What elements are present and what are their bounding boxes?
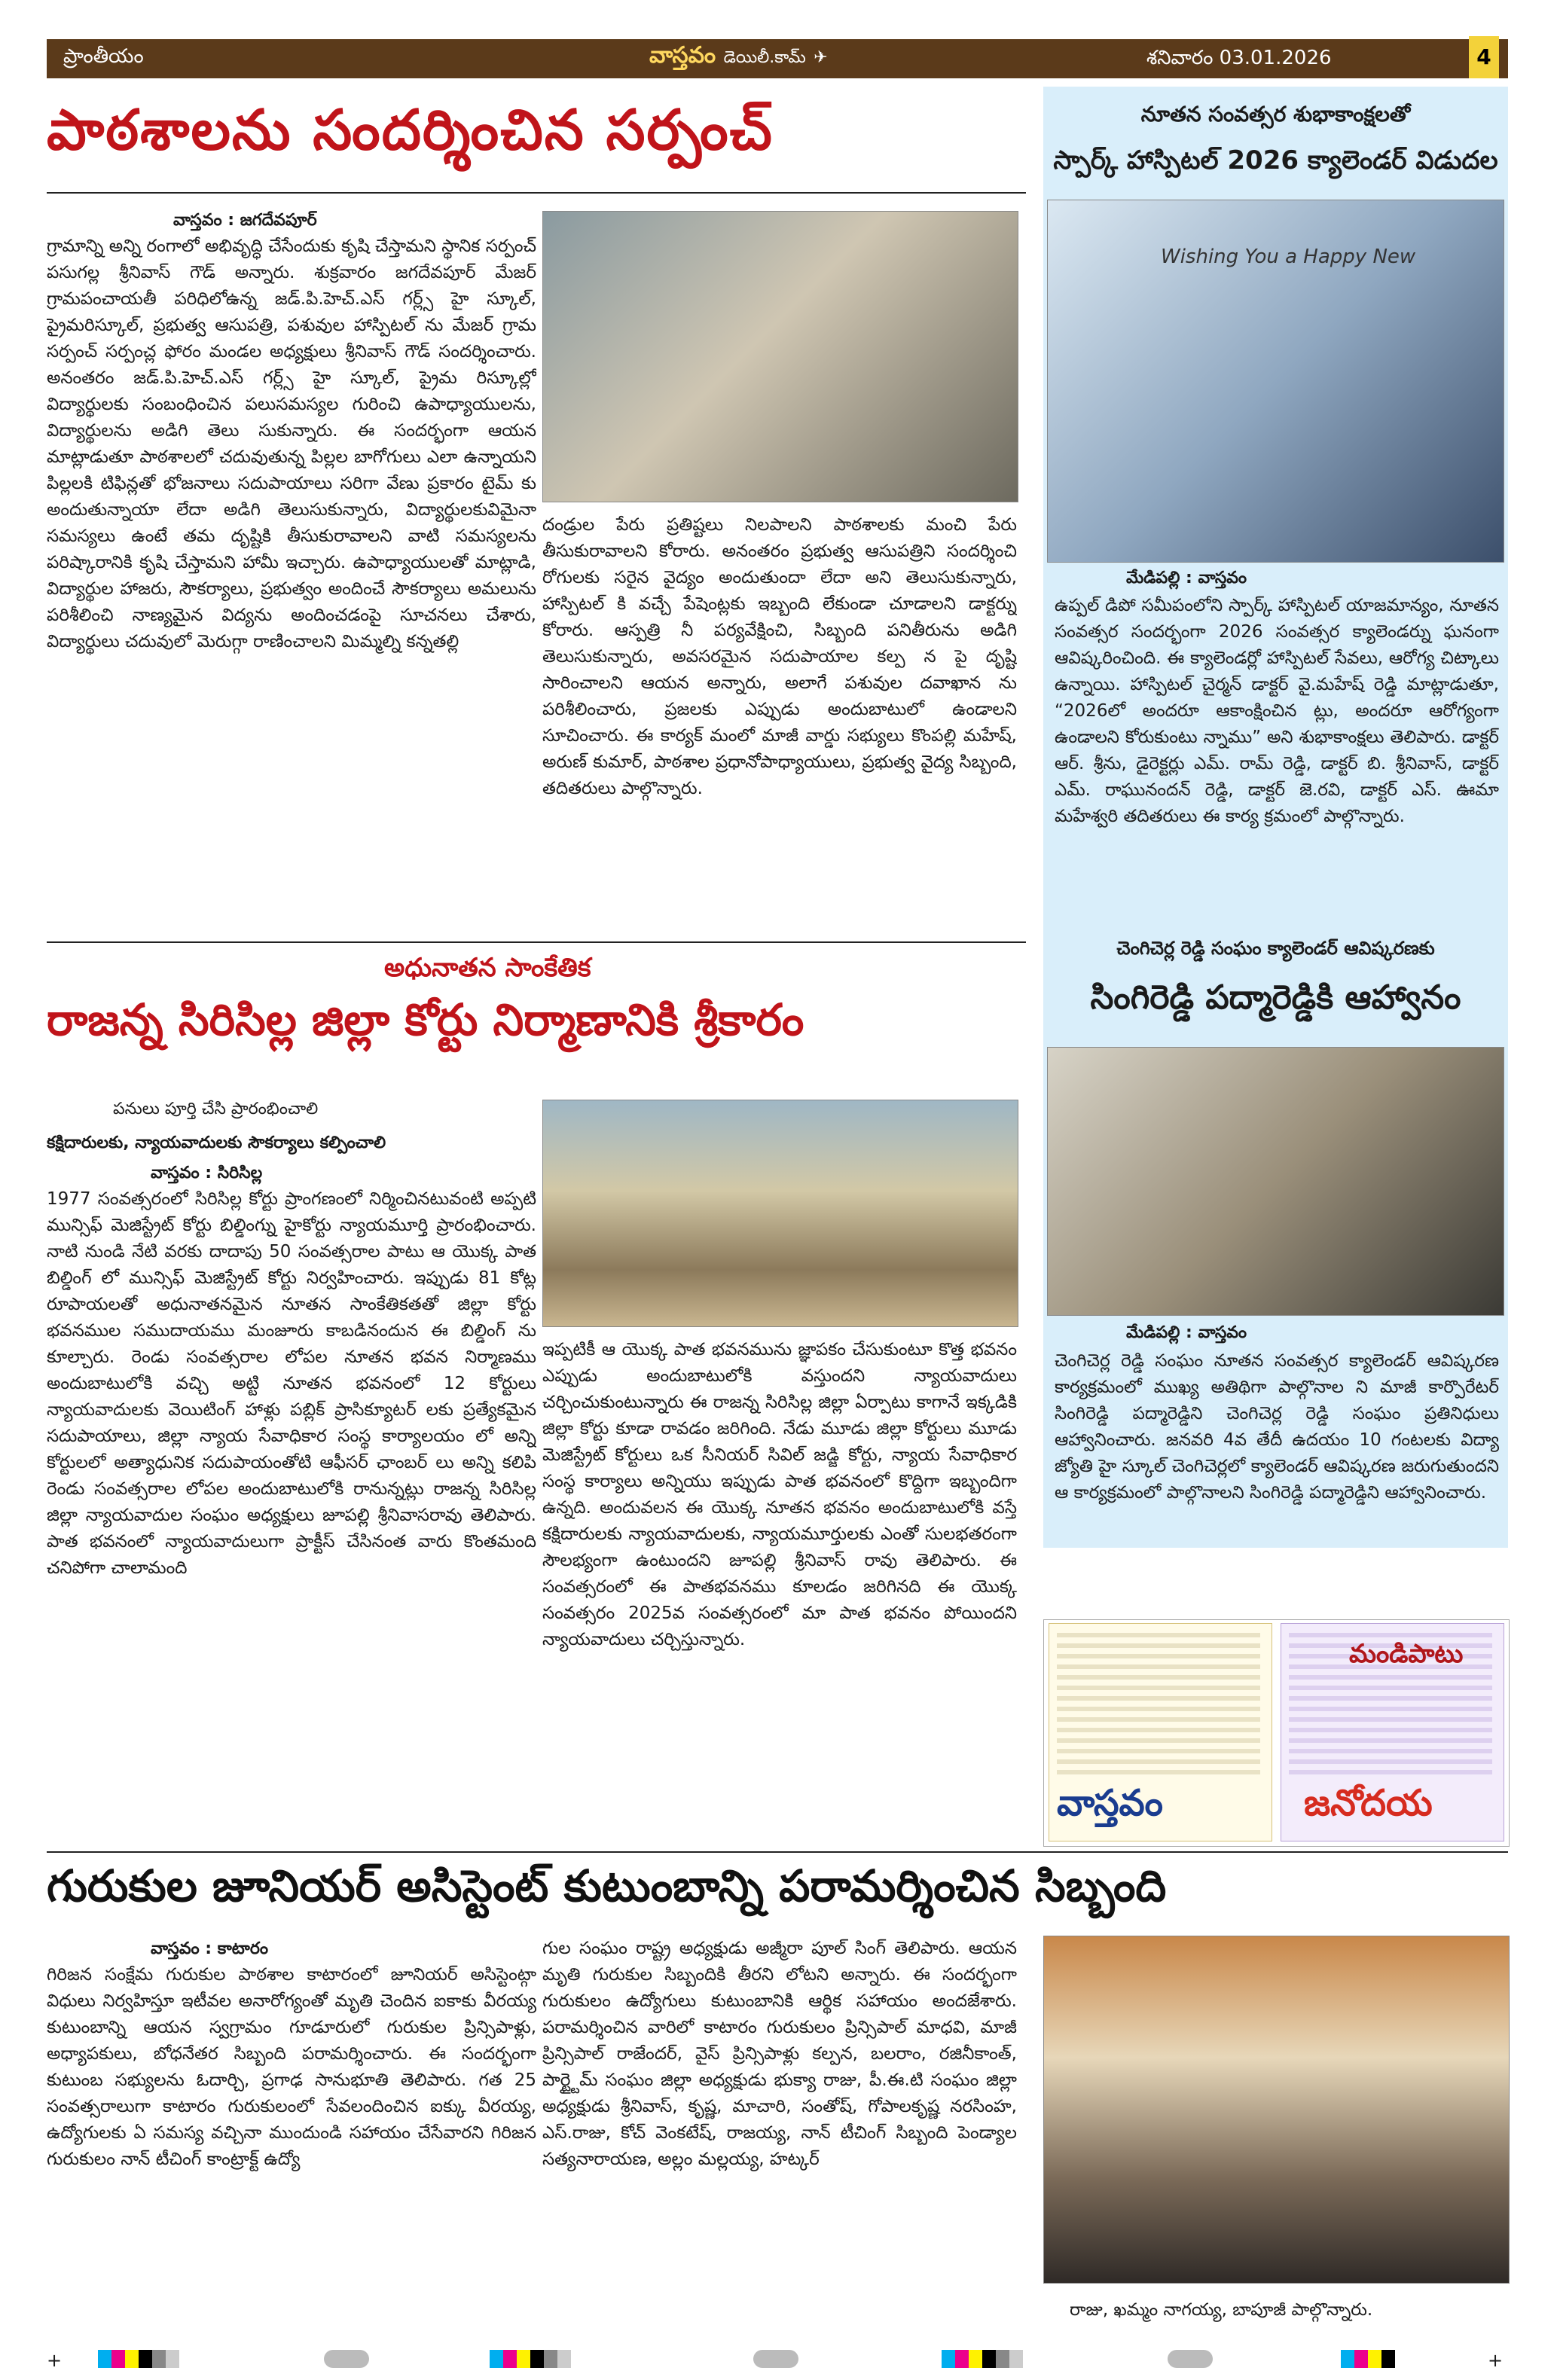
page-header [47,39,1508,78]
color-bar [942,2350,1023,2368]
registration-mark: + [1488,2350,1504,2371]
registration-mark [1168,2350,1213,2368]
janodaya-ad-brand: జనోదయ [1304,1782,1433,1824]
side2-headline: సింగిరెడ్డి పద్మారెడ్డికి ఆహ్వానం [1090,978,1461,1017]
registration-mark: + [47,2350,63,2371]
story1-headline: పాఠశాలను సందర్శించిన సర్పంచ్ [47,98,774,163]
janodaya-ad-kicker: మండిపాటు [1349,1639,1464,1669]
side2-body: చెంగిచెర్ల రెడ్డి సంఘం నూతన సంవత్సర క్యాలెండర్ ఆవిష్కరణ కార్యక్రమంలో ముఖ్య అతిథిగా పాల్గొనాల ని మాజీ కార్పొరేటర్ సింగిరెడ్డి పద్మారెడ్డిని చెంగిచెర్ల రెడ్డి సంఘం ప్రతినిధులు ఆహ్వానించారు. జనవరి 4వ తేదీ ఉదయం 10 గంటలకు విద్యా జ్యోతి హై స్కూల్ చెంగిచెర్లలో క్యాలెండర్ ఆవిష్కరణ జరుగుతుందని ఆ కార్యక్రమంలో పాల్గొనాలని సింగిరెడ్డి పద్మారెడ్డిని ఆహ్వానించారు. [1055,1351,1499,1503]
issue-date: శనివారం 03.01.2026 [1146,47,1332,69]
story3-byline: వాస్తవం : కాటారం [151,1939,269,1958]
story1-col2: దండ్రుల పేరు ప్రతిష్టలు నిలపాలని పాఠశాలకు మంచి పేరు తీసుకురావాలని కోరారు. అనంతరం ప్రభుత్వ ఆసుపత్రిని సందర్శించి రోగులకు సరైన వైద్యం అందుతుందా లేదా అని తెలుసుకున్నారు, హాస్పిటల్ కి వచ్చే పేషెంట్లకు ఇబ్బంది లేకుండా చూడాలని డాక్టర్ను కోరారు. ఆస్పత్రి నీ పర్యవేక్షించి, సిబ్బంది పనితీరును అడిగి తెలుసుకున్నారు, అవసరమైన సదుపాయాల కల్ప న పై దృష్టి సారించాలని ఆయన అన్నారు, అలాగే పశువుల దవాఖాన ను పరిశీలించారు, ప్రజలకు ఎప్పుడు అందుబాటులో ఉండాలని సూచించారు. ఈ కార్యక్ మంలో మాజీ వార్డు సభ్యులు కొంపల్లి మహేష్, అరుణ్ కుమార్, పాఠశాల ప్రధానోపాధ్యాయులు, ప్రభుత్వ వైద్య సిబ్బంది, తదితరులు పాల్గొన్నారు. [542,515,1017,798]
story2-kicker: అధునాతన సాంకేతిక [384,953,591,983]
masthead-title: వాస్తవం [649,42,716,69]
divider [47,941,1026,943]
color-bar [490,2350,571,2368]
page-number: 4 [1469,36,1499,78]
section-label: ప్రాంతీయం [63,45,144,68]
color-bar [1341,2350,1395,2368]
story1-byline: వాస్తవం : జగదేవపూర్ [173,211,317,230]
side1-kicker: నూతన సంవత్సర శుభాకాంక్షలతో [1140,102,1411,127]
side1-body: ఉప్పల్ డిపో సమీపంలోని స్పార్క్ హాస్పిటల్ యాజమాన్యం, నూతన సంవత్సర సందర్భంగా 2026 సంవత్సర క్యాలెండర్ను ఘనంగా ఆవిష్కరించింది. ఈ క్యాలెండర్లో హాస్పిటల్ సేవలు, ఆరోగ్య చిట్కాలు ఉన్నాయి. హాస్పిటల్ చైర్మన్ డాక్టర్ వై.మహేష్ రెడ్డి మాట్లాడుతూ, “2026లో అందరూ ఆకాంక్షించిన ట్లు, అందరూ ఆరోగ్యంగా ఉండాలని కోరుకుంటు న్నాము” అని శుభాకాంక్షలు తెలిపారు. డాక్టర్ ఆర్. శ్రీను, డైరెక్టర్లు ఎమ్. రామ్ రెడ్డి, డాక్టర్ బి. శ్రీనివాస్, డాక్టర్ ఎమ్. రాఘునందన్ రెడ్డి, డాక్టర్ జె.రవి, డాక్టర్ ఎస్. ఊమా మహేశ్వరి తదితరులు ఈ కార్య క్రమంలో పాల్గొన్నారు. [1055,596,1499,826]
side2-kicker: చెంగిచెర్ల రెడ్డి సంఘం క్యాలెండర్ ఆవిష్కరణకు [1116,938,1435,959]
story3-col1: గిరిజన సంక్షేమ గురుకుల పాఠశాల కాటారంలో జూనియర్ అసిస్టెంట్గా విధులు నిర్వహిస్తూ ఇటీవల అనారోగ్యంతో మృతి చెందిన ఐకాకు వీరయ్య కుటుంబాన్ని ఆయన స్వగ్రామం గూడూరులో గురుకుల ప్రిన్సిపాళ్లు, అధ్యాపకులు, బోధనేతర సిబ్బంది పరామర్శించారు. ఈ సందర్భంగా కుటుంబ సభ్యులను ఓదార్చి, ప్రగాఢ సానుభూతి తెలిపారు. గత 25 సంవత్సరాలుగా కాటారం గురుకులంలో సేవలందించిన ఐక్కు వీరయ్య, ఉద్యోగులకు ఏ సమస్య వచ్చినా ముందుండి సహాయం చేసేవారని గిరిజన గురుకులం నాన్ టీచింగ్ కాంట్రాక్ట్ ఉద్యో [47,1965,536,2169]
calendar-launch-photo [1047,200,1504,563]
side1-headline: స్పార్క్ హాస్పిటల్ 2026 క్యాలెండర్ విడుదల [1053,145,1498,175]
sidebar-box-spark [1043,87,1508,930]
ad-thumbnail [1057,1631,1260,1774]
invitation-photo [1047,1047,1504,1316]
janodaya-ad [1281,1623,1504,1841]
vaasthavam-ad [1049,1623,1272,1841]
divider [47,192,1026,194]
old-court-photo [542,1100,1018,1327]
vaasthavam-ad-brand: వాస్తవం [1057,1782,1163,1824]
story3-headline: గురుకుల జూనియర్ అసిస్టెంట్ కుటుంబాన్ని పరామర్శించిన సిబ్బంది [47,1860,1167,1912]
story2-sub2: కక్షిదారులకు, న్యాయవాదులకు సౌకర్యాలు కల్పించాలి [47,1134,386,1152]
side1-byline: మేడిపల్లి : వాస్తవం [1126,569,1247,587]
story2-sub1: పనులు పూర్తి చేసి ప్రారంభించాలి [113,1100,319,1118]
color-bar [98,2350,179,2368]
masthead-sub: డెయిలీ.కామ్ [723,48,806,67]
story3-col2: గుల సంఘం రాష్ట్ర అధ్యక్షుడు అజ్మీరా పూల్ సింగ్ తెలిపారు. ఆయన మృతి గురుకుల సిబ్బందికి తీరని లోటని అన్నారు. ఈ సందర్భంగా గురుకులం ఉద్యోగులు కుటుంబానికి ఆర్థిక సహాయం అందజేశారు. పరామర్శించిన వారిలో కాటారం గురుకులం ప్రిన్సిపాల్ మాధవి, మాజీ ప్రిన్సిపాల్ రాజేందర్, వైస్ ప్రిన్సిపాళ్లు కల్పన, బలరాం, రజినీకాంత్, పార్ట్టైమ్ సంఘం జిల్లా అధ్యక్షుడు భుక్యా రాజు, పీ.ఈ.టి సంఘం జిల్లా అధ్యక్షుడు శ్రీనివాస్, కృష్ణ, మాచారి, సంతోష్, గోపాలకృష్ణ నరసింహ, ఎస్.రాజు, కోచ్ వెంకటేష్, రాజయ్య, నాన్ టీచింగ్ సిబ్బంది పెండ్యాల సత్యనారాయణ, అల్లం మల్లయ్య, హట్కర్ [542,1939,1017,2169]
sidebar-box-reddy [1043,930,1508,1548]
photo-banner-text: Wishing You a Happy New [1161,246,1416,268]
story1-col1: గ్రామాన్ని అన్ని రంగాలో అభివృద్ధి చేసేందుకు కృషి చేస్తామని స్థానిక సర్పంచ్ పసుగల్ల శ్రీనివాస్ గౌడ్ అన్నారు. శుక్రవారం జగదేవపూర్ మేజర్ గ్రామపంచాయతీ పరిధిలోఉన్న జడ్.పి.హెచ్.ఎస్ గర్ల్స్ హై స్కూల్, ప్రైమరిస్కూల్, ప్రభుత్వ ఆసుపత్రి, పశువుల హాస్పిటల్ ను మేజర్ గ్రామ సర్పంచ్ సర్పంచ్ల ఫోరం మండల అధ్యక్షులు శ్రీనివాస్ గౌడ్ సందర్శించారు. అనంతరం జడ్.పి.హెచ్.ఎస్ గర్ల్స్ హై స్కూల్, ప్రైమ రిస్కూల్లో విద్యార్థులకు సంబంధించిన పలుసమస్యల గురించి ఉపాధ్యాయులను, విద్యార్థులను అడిగి తెలు సుకున్నారు. ఈ సందర్భంగా ఆయన మాట్లాడుతూ పాఠశాలలో చదువుతున్న పిల్లల బాగోగులు ఎలా ఉన్నాయని పిల్లలకి టిఫిన్లతో భోజనాలు సదుపాయాలు సరిగా వేణు ప్రకారం టైమ్ కు అందుతున్నాయా లేదా అడిగి తెలుసుకున్నారు, విద్యార్థులకువిమైనా సమస్యలు ఉంటే తమ దృష్టికి తీసుకురావాలని వాటి సమస్యలను పరిష్కారానికి కృషి చేస్తామని హామీ ఇచ్చారు. ఉపాధ్యాయులతో మాట్లాడి, విద్యార్థుల హాజరు, సౌకర్యాలు, ప్రభుత్వం అందించే సౌకర్యాలు అమలును పరిశీలించి నాణ్యమైన విద్యను అందించడంపై సూచనలు చేశారు, విద్యార్థులు చదువులో మెరుగ్గా రాణించాలని మిమ్మల్ని కన్నతల్లి [47,236,536,651]
registration-mark [324,2350,369,2368]
story2-byline: వాస్తవం : సిరిసిల్ల [151,1164,263,1182]
divider [47,1851,1508,1853]
condolence-visit-photo [1043,1936,1510,2284]
school-visit-photo [542,211,1018,502]
bird-icon: ✈ [814,48,828,67]
masthead [649,42,828,74]
story3-caption: రాజు, ఖమ్మం నాగయ్య, బాపూజీ పాల్గొన్నారు. [1070,2300,1373,2320]
story2-col2: ఇప్పటికీ ఆ యొక్క పాత భవనమును జ్ఞాపకం చేసుకుంటూ కొత్త భవనం ఎప్పుడు అందుబాటులోకి వస్తుందని న్యాయవాదులు చర్చించుకుంటున్నారు ఈ రాజన్న సిరిసిల్ల జిల్లా ఏర్పాటు కాగానే ఇక్కడికి జిల్లా కోర్టు కూడా రావడం జరిగింది. నేడు మూడు జిల్లా కోర్టులు మూడు మెజిస్ట్రేట్ కోర్టులు ఒక సీనియర్ సివిల్ జడ్జి కోర్టు, న్యాయ సేవాధికార సంస్థ కార్యాలు అన్నియు ఇప్పుడు పాత భవనంలో కొద్దిగా ఇబ్బందిగా ఉన్నది. అందువలన ఈ యొక్క నూతన భవనం అందుబాటులోకి వస్తే కక్షిదారులకు న్యాయవాదులకు, న్యాయమూర్తులకు ఎంతో సులభతరంగా సౌలభ్యంగా ఉంటుందని జూపల్లి శ్రీనివాస్ రావు తెలిపారు. ఈ సంవత్సరంలో ఈ పాతభవనము కూలడం జరిగినది ఈ యొక్క సంవత్సరం 2025వ సంవత్సరంలో మా పాత భవనం పోయిందని న్యాయవాదులు చర్చిస్తున్నారు. [542,1340,1017,1649]
registration-mark [753,2350,798,2368]
story2-col1: 1977 సంవత్సరంలో సిరిసిల్ల కోర్టు ప్రాంగణంలో నిర్మించినటువంటి అప్పటి మున్సిఫ్ మెజిస్ట్రేట్ కోర్టు బిల్డింగ్ను హైకోర్టు న్యాయమూర్తి ప్రారంభించారు. నాటి నుండి నేటి వరకు దాదాపు 50 సంవత్సరాల పాటు ఆ యొక్క పాత బిల్డింగ్ లో మున్సిఫ్ మెజిస్ట్రేట్ కోర్టు నిర్వహించారు. ఇప్పుడు 81 కోట్ల రూపాయలతో అధునాతనమైన నూతన సాంకేతికతతో జిల్లా కోర్టు భవనముల సముదాయము మంజూరు కాబడినందున ఈ బిల్డింగ్ ను కూల్చారు. రెండు సంవత్సరాల లోపల నూతన భవన నిర్మాణము అందుబాటులోకి వచ్చి అట్టి నూతన భవనంలో 12 కోర్టులు న్యాయవాదులకు వెయిటింగ్ హాళ్లు పబ్లిక్ ప్రాసిక్యూటర్ లకు ప్రత్యేకమైన సదుపాయాలు, జిల్లా న్యాయ సేవాధికార సంస్థ కార్యాలయం లో అన్ని కోర్టులలో అత్యాధునిక సదుపాయంతోటి ఆఫీసర్ ఛాంబర్ లు అన్ని కలిపి రెండు సంవత్సరాల లోపల అందుబాటులోకి రానున్నట్లు రాజన్న సిరిసిల్ల జిల్లా న్యాయవాదుల సంఘం అధ్యక్షులు జూపల్లి శ్రీనివాసరావు తెలిపారు. పాత భవనంలో న్యాయవాదులుగా ప్రాక్టీస్ చేసినంత వారు కొంతమంది చనిపోగా చాలామంది [47,1189,536,1578]
story2-headline: రాజన్న సిరిసిల్ల జిల్లా కోర్టు నిర్మాణానికి శ్రీకారం [47,994,804,1045]
side2-byline: మేడిపల్లి : వాస్తవం [1126,1323,1247,1342]
